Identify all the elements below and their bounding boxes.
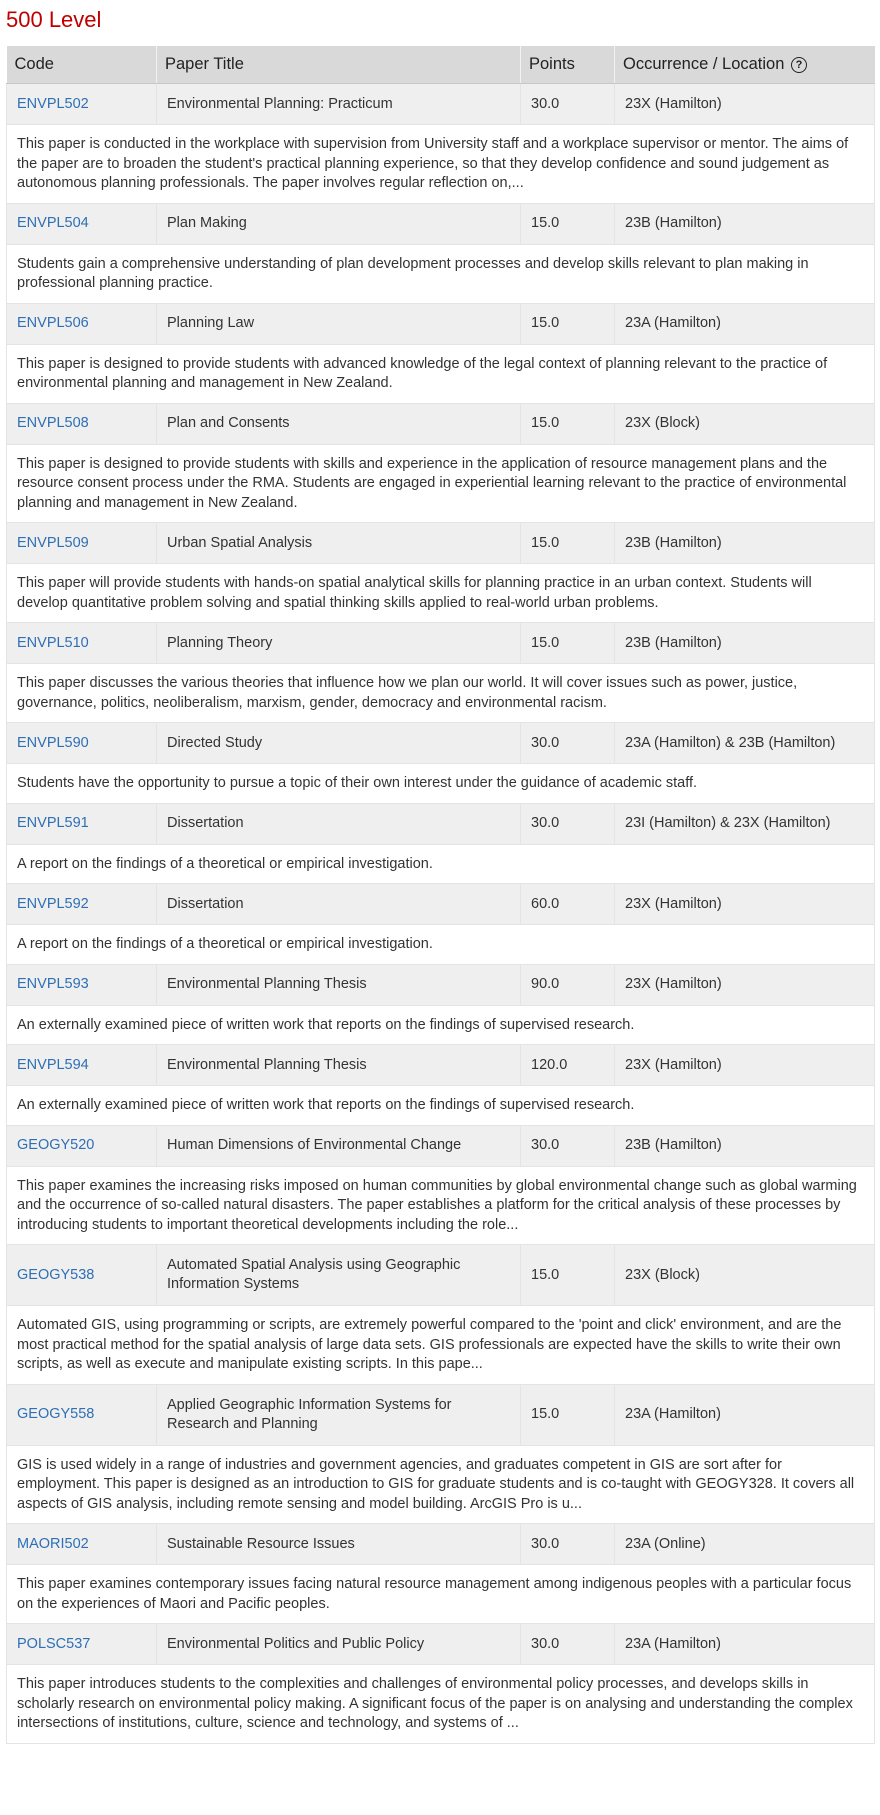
paper-description: An externally examined piece of written work that reports on the findings of supervised research. [7, 1005, 875, 1045]
paper-description: A report on the findings of a theoretical or empirical investigation. [7, 925, 875, 965]
paper-description-row [7, 1086, 875, 1126]
paper-row [7, 403, 875, 444]
paper-title-cell: Environmental Planning: Practicum [157, 84, 521, 125]
paper-points-cell: 15.0 [521, 1384, 615, 1445]
paper-row [7, 803, 875, 844]
paper-code-cell [7, 523, 157, 564]
paper-description: This paper is designed to provide students with advanced knowledge of the legal context of planning relevant to the practice of environmental planning and management in New Zealand. [7, 344, 875, 403]
paper-code-link[interactable]: ENVPL593 [17, 976, 89, 992]
paper-title-cell: Dissertation [157, 884, 521, 925]
paper-code-cell [7, 403, 157, 444]
paper-code-cell [7, 1384, 157, 1445]
paper-row [7, 523, 875, 564]
paper-occurrence-cell: 23A (Online) [615, 1524, 875, 1565]
column-header-occurrence [615, 46, 875, 84]
paper-code-cell [7, 964, 157, 1005]
paper-title-cell: Sustainable Resource Issues [157, 1524, 521, 1565]
paper-title-cell: Environmental Planning Thesis [157, 1045, 521, 1086]
paper-row [7, 623, 875, 664]
paper-points-cell: 30.0 [521, 1524, 615, 1565]
paper-occurrence-cell: 23X (Block) [615, 403, 875, 444]
paper-row [7, 1125, 875, 1166]
paper-occurrence-cell: 23A (Hamilton) & 23B (Hamilton) [615, 723, 875, 764]
paper-description: This paper is designed to provide students with skills and experience in the application of resource management plans and the resource consent process under the RMA. Students are engaged in experiential learning relevant to the practice of environmental planning and management in New Zealand. [7, 444, 875, 523]
paper-title-cell: Environmental Politics and Public Policy [157, 1624, 521, 1665]
paper-description: This paper will provide students with hands-on spatial analytical skills for planning practice in an urban context. Students will develop quantitative problem solving and spatial thinking skills applied to real-world urban problems. [7, 564, 875, 623]
column-header-points: Points [521, 46, 615, 84]
paper-row [7, 1045, 875, 1086]
paper-row [7, 84, 875, 125]
level-heading: 500 Level [6, 7, 102, 32]
column-header-code: Code [7, 46, 157, 84]
paper-points-cell: 15.0 [521, 623, 615, 664]
paper-code-link[interactable]: ENVPL594 [17, 1056, 89, 1073]
paper-description-row [7, 1306, 875, 1385]
paper-description-row [7, 125, 875, 204]
paper-title-cell: Planning Law [157, 303, 521, 344]
paper-code-cell [7, 723, 157, 764]
paper-row [7, 1384, 875, 1445]
paper-points-cell: 15.0 [521, 203, 615, 244]
paper-code-cell [7, 203, 157, 244]
paper-title-cell: Applied Geographic Information Systems for Research and Planning [157, 1384, 521, 1445]
paper-points-cell: 120.0 [521, 1045, 615, 1086]
paper-description: A report on the findings of a theoretical or empirical investigation. [7, 844, 875, 884]
paper-description: This paper introduces students to the complexities and challenges of environmental policy processes, and develops skills in scholarly research on environmental policy making. A significant focus of the paper is on analysing and understanding the complex intersections of institutions, culture, science and technology, and systems of ... [7, 1665, 875, 1744]
paper-code-cell [7, 1524, 157, 1565]
paper-description-row [7, 1445, 875, 1524]
paper-occurrence-cell: 23I (Hamilton) & 23X (Hamilton) [615, 803, 875, 844]
paper-occurrence-cell: 23X (Hamilton) [615, 884, 875, 925]
paper-description: Students gain a comprehensive understanding of plan development processes and develop skills relevant to plan making in professional planning practice. [7, 244, 875, 303]
paper-occurrence-cell: 23X (Hamilton) [615, 1045, 875, 1086]
paper-code-cell [7, 623, 157, 664]
paper-row [7, 964, 875, 1005]
paper-code-link[interactable]: ENVPL508 [17, 415, 89, 431]
paper-description-row [7, 244, 875, 303]
paper-code-link[interactable]: GEOGY558 [17, 1406, 95, 1422]
papers-table [6, 46, 875, 1744]
paper-occurrence-cell: 23X (Block) [615, 1245, 875, 1306]
paper-occurrence-cell: 23B (Hamilton) [615, 623, 875, 664]
paper-description: Students have the opportunity to pursue a topic of their own interest under the guidance of academic staff. [7, 764, 875, 804]
paper-code-link[interactable]: GEOGY538 [17, 1266, 95, 1283]
paper-description: This paper is conducted in the workplace with supervision from University staff and a workplace supervisor or mentor. The aims of the paper are to broaden the student's practical planning experience, so that they develop confidence and sound judgement as autonomous planning professionals. The paper involves regular reflection on,... [7, 125, 875, 204]
paper-code-link[interactable]: ENVPL502 [17, 95, 89, 112]
paper-description: This paper examines the increasing risks imposed on human communities by global environmental change such as global warming and the occurrence of so-called natural disasters. The paper establishes a platform for the critical analysis of these processes by introducing students to important theoretical developments including the role... [7, 1166, 875, 1245]
paper-title-cell: Plan and Consents [157, 403, 521, 444]
paper-title-cell: Environmental Planning Thesis [157, 964, 521, 1005]
paper-title-cell: Planning Theory [157, 623, 521, 664]
paper-code-link[interactable]: GEOGY520 [17, 1137, 95, 1153]
paper-code-link[interactable]: ENVPL504 [17, 215, 89, 231]
paper-row [7, 203, 875, 244]
paper-code-cell [7, 1624, 157, 1665]
paper-code-link[interactable]: ENVPL506 [17, 315, 89, 331]
paper-description-row [7, 925, 875, 965]
paper-points-cell: 15.0 [521, 303, 615, 344]
paper-points-cell: 30.0 [521, 1125, 615, 1166]
paper-row [7, 1624, 875, 1665]
paper-description-row [7, 1565, 875, 1624]
paper-description-row [7, 1665, 875, 1744]
paper-code-link[interactable]: ENVPL510 [17, 634, 89, 651]
paper-description-row [7, 1166, 875, 1245]
paper-points-cell: 90.0 [521, 964, 615, 1005]
paper-description-row [7, 844, 875, 884]
paper-title-cell: Automated Spatial Analysis using Geographic Information Systems [157, 1245, 521, 1306]
paper-description: This paper examines contemporary issues facing natural resource management among indigenous peoples with a particular focus on the experiences of Maori and Pacific peoples. [7, 1565, 875, 1624]
paper-title-cell: Directed Study [157, 723, 521, 764]
paper-row [7, 1245, 875, 1306]
paper-code-cell [7, 1125, 157, 1166]
paper-description-row [7, 444, 875, 523]
paper-points-cell: 30.0 [521, 1624, 615, 1665]
paper-title-cell: Dissertation [157, 803, 521, 844]
paper-code-link[interactable]: ENVPL591 [17, 815, 89, 831]
paper-occurrence-cell: 23A (Hamilton) [615, 1624, 875, 1665]
paper-row [7, 723, 875, 764]
paper-code-cell [7, 303, 157, 344]
paper-description: GIS is used widely in a range of industries and government agencies, and graduates competent in GIS are sort after for employment. This paper is designed as an introduction to GIS for graduate students and is co-taught with GEOGY328. It covers all aspects of GIS analysis, including remote sensing and model building. ArcGIS Pro is u... [7, 1445, 875, 1524]
paper-points-cell: 15.0 [521, 523, 615, 564]
paper-points-cell: 30.0 [521, 803, 615, 844]
papers-table-body [7, 84, 875, 1744]
paper-code-link[interactable]: ENVPL592 [17, 895, 89, 912]
paper-occurrence-cell: 23A (Hamilton) [615, 1384, 875, 1445]
paper-code-link[interactable]: MAORI502 [17, 1535, 89, 1552]
paper-description: Automated GIS, using programming or scripts, are extremely powerful compared to the 'point and click' environment, and are the most practical method for the spatial analysis of large data sets. GIS professionals are expected have the skills to write their own scripts, as well as execute and manipulate existing scripts. In this pape... [7, 1306, 875, 1385]
paper-row [7, 303, 875, 344]
paper-code-cell [7, 1045, 157, 1086]
paper-description-row [7, 344, 875, 403]
paper-occurrence-cell: 23X (Hamilton) [615, 84, 875, 125]
occurrence-header-label: Occurrence / Location [623, 55, 785, 73]
paper-occurrence-cell: 23B (Hamilton) [615, 1125, 875, 1166]
paper-occurrence-cell: 23A (Hamilton) [615, 303, 875, 344]
paper-description: This paper discusses the various theories that influence how we plan our world. It will cover issues such as power, justice, governance, politics, neoliberalism, marxism, gender, democracy and environmental racism. [7, 664, 875, 723]
paper-title-cell: Plan Making [157, 203, 521, 244]
paper-description-row [7, 1005, 875, 1045]
paper-code-link[interactable]: ENVPL590 [17, 734, 89, 751]
paper-code-link[interactable]: POLSC537 [17, 1635, 91, 1652]
paper-row [7, 884, 875, 925]
table-header-row [7, 46, 875, 84]
paper-points-cell: 15.0 [521, 1245, 615, 1306]
paper-points-cell: 60.0 [521, 884, 615, 925]
paper-occurrence-cell: 23B (Hamilton) [615, 523, 875, 564]
paper-points-cell: 30.0 [521, 723, 615, 764]
column-header-paper-title: Paper Title [157, 46, 521, 84]
paper-description: An externally examined piece of written work that reports on the findings of supervised research. [7, 1086, 875, 1126]
paper-points-cell: 15.0 [521, 403, 615, 444]
paper-code-cell [7, 803, 157, 844]
paper-code-link[interactable]: ENVPL509 [17, 534, 89, 551]
paper-title-cell: Urban Spatial Analysis [157, 523, 521, 564]
paper-title-cell: Human Dimensions of Environmental Change [157, 1125, 521, 1166]
paper-code-cell [7, 884, 157, 925]
paper-row [7, 1524, 875, 1565]
paper-description-row [7, 664, 875, 723]
paper-code-cell [7, 84, 157, 125]
paper-occurrence-cell: 23B (Hamilton) [615, 203, 875, 244]
paper-points-cell: 30.0 [521, 84, 615, 125]
paper-description-row [7, 564, 875, 623]
paper-description-row [7, 764, 875, 804]
paper-occurrence-cell: 23X (Hamilton) [615, 964, 875, 1005]
paper-code-cell [7, 1245, 157, 1306]
help-icon[interactable]: ? [791, 57, 807, 73]
